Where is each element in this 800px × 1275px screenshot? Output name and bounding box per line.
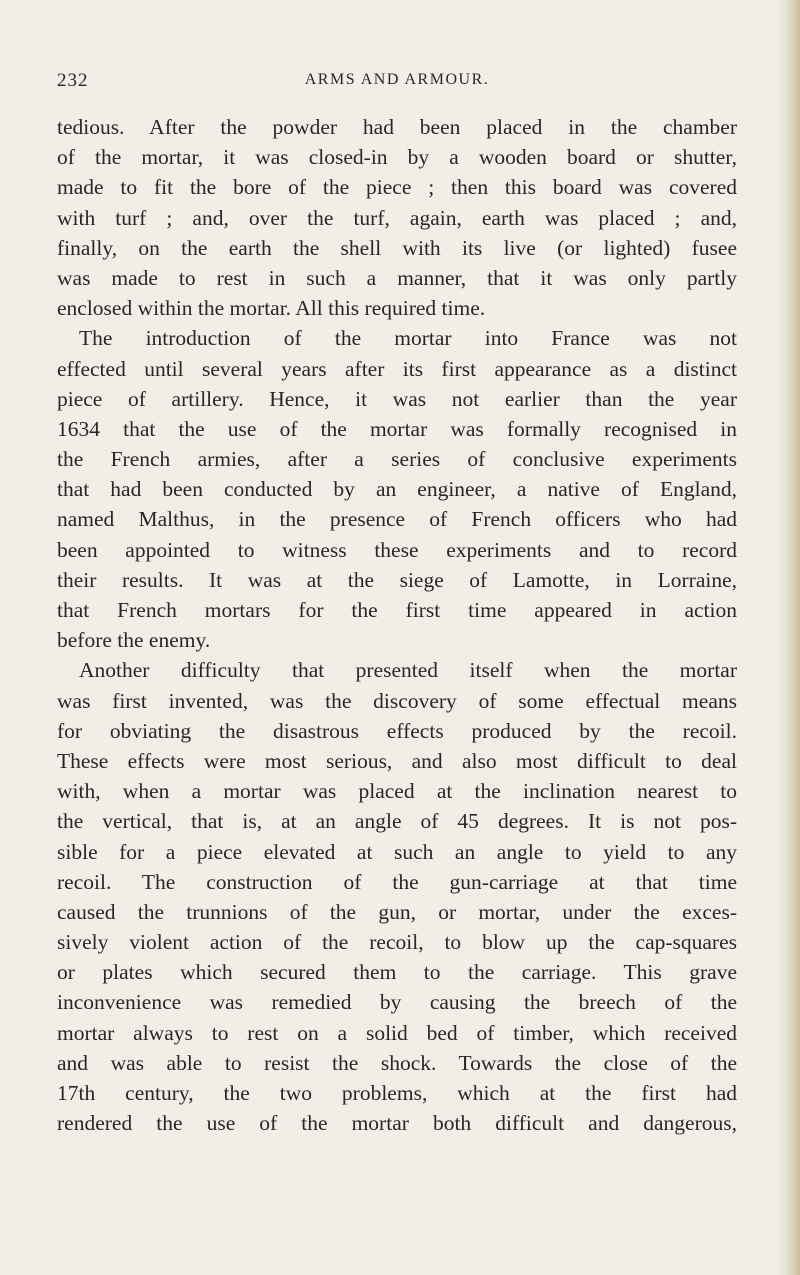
text-line: the vertical, that is, at an angle of 45 degrees. It is not pos- <box>57 809 737 834</box>
text-line: enclosed within the mortar. All this required time. <box>57 296 486 321</box>
text-line: These effects were most serious, and also most difficult to deal <box>57 748 737 773</box>
text-line: with, when a mortar was placed at the inclination nearest to <box>57 779 737 804</box>
text-line: finally, on the earth the shell with its live (or lighted) fusee <box>57 235 737 260</box>
text-line: that had been conducted by an engineer, a native of England, <box>57 477 737 502</box>
text-line: was first invented, was the discovery of some effectual means <box>57 688 737 713</box>
text-line: effected until several years after its first appearance as a distinct <box>57 356 737 381</box>
text-line: made to fit the bore of the piece ; then this board was covered <box>57 175 737 200</box>
text-line: that French mortars for the first time appeared in action <box>57 598 737 622</box>
text-line: rendered the use of the mortar both difficult and dangerous, <box>57 1111 737 1136</box>
text-line: tedious. After the powder had been placed in the chamber <box>57 115 737 139</box>
body-text <box>57 112 737 1138</box>
text-line: 17th century, the two problems, which at the first had <box>57 1081 737 1105</box>
text-line: been appointed to witness these experiments and to record <box>57 537 737 562</box>
text-line: for obviating the disastrous effects produced by the recoil. <box>57 718 737 743</box>
text-line: before the enemy. <box>57 628 211 653</box>
text-line: caused the trunnions of the gun, or mortar, under the exces- <box>57 899 737 924</box>
text-line: sible for a piece elevated at such an angle to yield to any <box>57 839 737 864</box>
page-number: 232 <box>57 70 89 91</box>
text-line: sively violent action of the recoil, to blow up the cap-squares <box>57 930 737 955</box>
page-header <box>57 70 737 96</box>
text-line: the French armies, after a series of conclusive experiments <box>57 447 737 472</box>
text-line: inconvenience was remedied by causing the breech of the <box>57 990 737 1015</box>
text-line: of the mortar, it was closed-in by a wooden board or shutter, <box>57 145 737 170</box>
running-title: ARMS AND ARMOUR. <box>304 71 490 88</box>
text-line: their results. It was at the siege of Lamotte, in Lorraine, <box>57 567 737 592</box>
page-edge-shading <box>778 0 800 1275</box>
text-line: 1634 that the use of the mortar was formally recognised in <box>57 416 737 441</box>
text-line: mortar always to rest on a solid bed of timber, which received <box>57 1020 737 1045</box>
text-line: piece of artillery. Hence, it was not earlier than the year <box>57 386 737 411</box>
text-line: Another difficulty that presented itself when the mortar <box>79 658 737 683</box>
text-line: with turf ; and, over the turf, again, earth was placed ; and, <box>57 205 737 230</box>
text-line: was made to rest in such a manner, that it was only partly <box>57 265 737 290</box>
text-line: named Malthus, in the presence of French officers who had <box>57 507 737 532</box>
text-line: or plates which secured them to the carriage. This grave <box>57 960 737 985</box>
text-line: and was able to resist the shock. Towards the close of the <box>57 1050 737 1075</box>
text-line: The introduction of the mortar into France was not <box>79 326 737 351</box>
text-line: recoil. The construction of the gun-carriage at that time <box>57 869 737 894</box>
